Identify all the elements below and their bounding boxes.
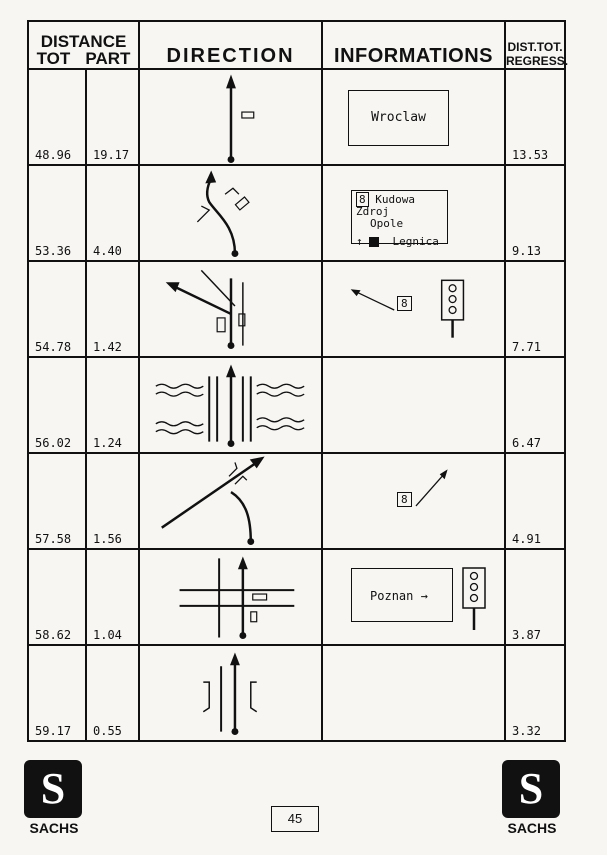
right-fork-diagram: [140, 454, 321, 548]
curve-left-junction-diagram: [140, 166, 321, 260]
distance-header: [28, 21, 139, 69]
sachs-logo-right: [500, 760, 564, 836]
regress-label: REGRESS.: [506, 54, 569, 68]
tot-cell: [28, 645, 86, 741]
logo-letter: S: [40, 764, 66, 813]
crossroads-straight-diagram: [140, 550, 321, 644]
part-cell: [86, 261, 139, 357]
sign-line-2: Opole: [370, 217, 404, 230]
tot-value: 59.17: [35, 724, 72, 738]
sign-line-3: Legnica: [392, 235, 439, 248]
tot-cell: [28, 549, 86, 645]
info-cell: [322, 453, 505, 549]
tot-value: 58.62: [35, 628, 72, 642]
direction-cell: [139, 453, 322, 549]
part-value: 1.56: [93, 532, 122, 546]
part-value: 4.40: [93, 244, 122, 258]
part-cell: [86, 357, 139, 453]
up-arrow-icon: ↑: [356, 235, 363, 248]
tot-cell: [28, 453, 86, 549]
direction-label: DIRECTION: [166, 45, 295, 67]
regress-cell: [505, 261, 565, 357]
part-value: 1.24: [93, 436, 122, 450]
part-cell: [86, 69, 139, 165]
part-value: 19.17: [93, 148, 130, 162]
route-number-badge: 8: [356, 192, 369, 207]
regress-cell: [505, 645, 565, 741]
left-fork-diagram: [140, 262, 321, 356]
route-number-badge: 8: [397, 296, 412, 311]
part-value: 1.42: [93, 340, 122, 354]
info-cell: [322, 69, 505, 165]
straight-arrow-diagram: [140, 70, 321, 164]
regress-cell: [505, 69, 565, 165]
regress-cell: [505, 453, 565, 549]
tot-value: 53.36: [35, 244, 72, 258]
brand-name: SACHS: [29, 820, 79, 836]
tot-value: 57.58: [35, 532, 72, 546]
direction-cell: [139, 645, 322, 741]
direction-cell: [139, 165, 322, 261]
dist-tot-label: DIST.TOT.: [507, 40, 563, 54]
part-cell: [86, 165, 139, 261]
tot-value: 56.02: [35, 436, 72, 450]
tot-cell: [28, 357, 86, 453]
info-cell: [322, 357, 505, 453]
part-cell: [86, 645, 139, 741]
motorway-icon: [369, 237, 379, 247]
sachs-logo-left: [22, 760, 86, 836]
narrow-bridge-diagram: [140, 646, 321, 740]
info-cell: [322, 645, 505, 741]
part-value: 0.55: [93, 724, 122, 738]
tot-value: 54.78: [35, 340, 72, 354]
regress-header: [505, 21, 569, 69]
regress-value: 13.53: [512, 148, 549, 162]
traffic-light-icon: [459, 566, 489, 632]
table-row: [28, 165, 565, 261]
header-row: [28, 21, 565, 69]
regress-cell: [505, 165, 565, 261]
table-row: [28, 453, 565, 549]
part-cell: [86, 549, 139, 645]
part-value: 1.04: [93, 628, 122, 642]
direction-cell: [139, 357, 322, 453]
roadbook-table: [27, 20, 569, 742]
table-row: [28, 357, 565, 453]
distance-label: DISTANCE: [40, 32, 127, 51]
destination-sign: Poznan →: [351, 568, 453, 622]
regress-cell: [505, 549, 565, 645]
direction-sign: [351, 190, 448, 248]
brand-name: SACHS: [507, 820, 557, 836]
info-cell: [322, 165, 505, 261]
info-cell: [322, 549, 505, 645]
direction-cell: [139, 261, 322, 357]
informations-header: [322, 21, 505, 69]
tot-value: 48.96: [35, 148, 72, 162]
tot-cell: [28, 69, 86, 165]
regress-cell: [505, 357, 565, 453]
part-cell: [86, 453, 139, 549]
informations-label: INFORMATIONS: [334, 45, 493, 67]
table-row: [28, 645, 565, 741]
regress-value: 7.71: [512, 340, 541, 354]
table-row: [28, 549, 565, 645]
page-number: 45: [271, 806, 319, 832]
sign-line-1: Kudowa Zdroj: [356, 193, 416, 218]
regress-value: 3.87: [512, 628, 541, 642]
bridge-over-water-diagram: [140, 358, 321, 452]
tot-label: TOT: [36, 49, 71, 68]
regress-value: 3.32: [512, 724, 541, 738]
part-label: PART: [85, 49, 131, 68]
diagonal-arrow: [323, 454, 504, 548]
direction-header: [139, 21, 322, 69]
tot-cell: [28, 261, 86, 357]
logo-letter: S: [518, 764, 544, 813]
regress-value: 4.91: [512, 532, 541, 546]
tot-cell: [28, 165, 86, 261]
destination-sign: Wroclaw: [348, 90, 449, 146]
direction-cell: [139, 549, 322, 645]
table-row: [28, 261, 565, 357]
regress-value: 9.13: [512, 244, 541, 258]
table-row: [28, 69, 565, 165]
info-cell: [322, 261, 505, 357]
route-number-badge: 8: [397, 492, 412, 507]
arrow-and-traffic-light: [323, 262, 504, 356]
regress-value: 6.47: [512, 436, 541, 450]
direction-cell: [139, 69, 322, 165]
